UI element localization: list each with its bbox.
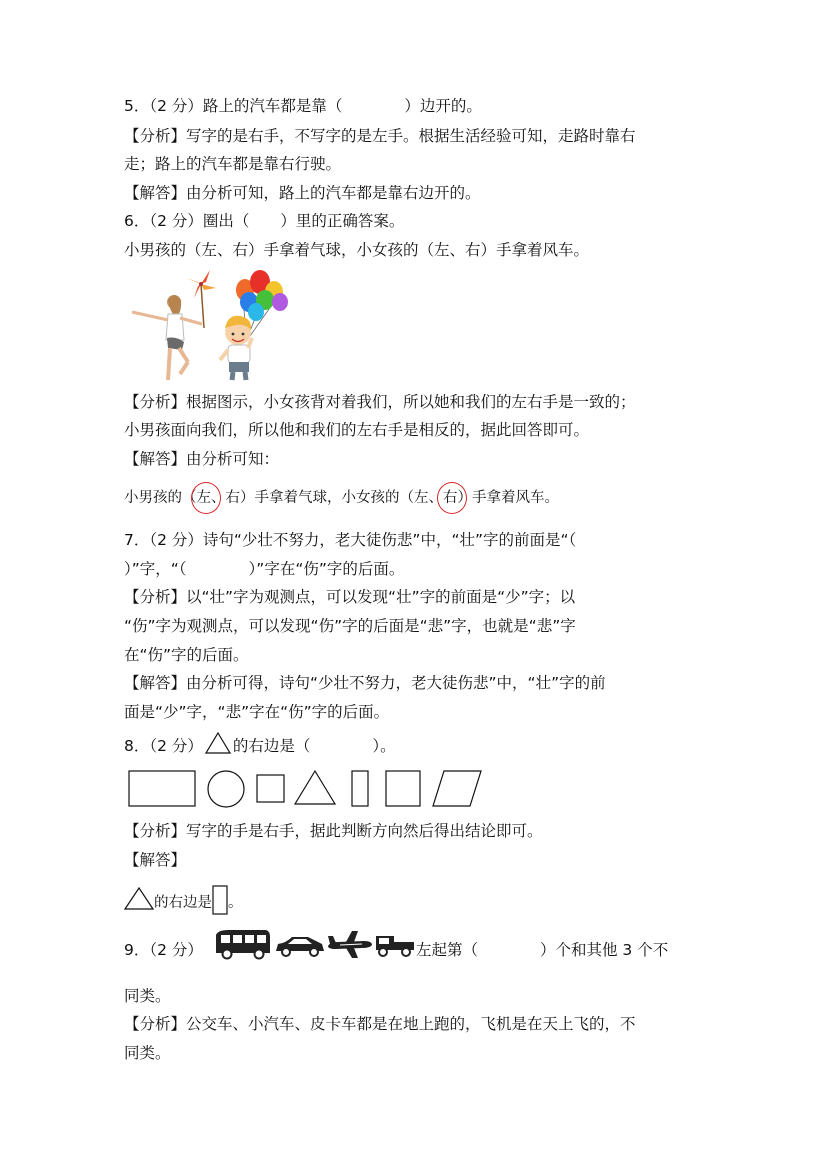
q7-analysis-3: 在“伤”字的后面。	[124, 646, 249, 664]
q8-question	[124, 732, 396, 757]
q9-suffix: 左起第（ ）个和其他 3 个不	[416, 941, 669, 959]
q5-analysis-1: 【分析】写字的是右手，不写字的是左手。根据生活经验可知，走路时靠右	[124, 127, 636, 145]
boy-figure	[220, 316, 252, 380]
q6-boy-choice-circled: 左	[197, 487, 212, 509]
airplane-icon	[328, 931, 372, 958]
q9-prefix: 9．（2 分）	[124, 941, 203, 959]
triangle-icon	[205, 732, 231, 754]
q8-suffix: 的右边是（ ）。	[232, 737, 396, 755]
triangle-shape	[295, 771, 335, 804]
vehicles-row	[212, 927, 416, 961]
pickup-truck-icon	[376, 936, 414, 956]
q5-analysis-2: 走；路上的汽车都是靠右行驶。	[124, 155, 342, 173]
q6-answer-part2: 、右）手拿着气球，小女孩的（左、	[211, 490, 443, 506]
q8-answer-text: 的右边是	[154, 895, 212, 911]
q8-prefix: 8．（2 分）	[124, 737, 203, 755]
girl-figure	[132, 295, 202, 380]
q5-question: 5．（2 分）路上的汽车都是靠（ ）边开的。	[124, 97, 482, 115]
q8-answer	[124, 885, 243, 915]
q6-prompt: 小男孩的（左、右）手拿着气球，小女孩的（左、右）手拿着风车。	[124, 241, 590, 259]
q8-answer-end: 。	[228, 895, 243, 911]
q5-solution: 【解答】由分析可知，路上的汽车都是靠右边开的。	[124, 184, 481, 202]
parallelogram-shape	[433, 771, 481, 806]
q9-question	[124, 939, 203, 961]
girl-and-boy-illustration	[124, 266, 294, 384]
circle-shape	[208, 771, 244, 807]
q7-solution-1: 【解答】由分析可得，诗句“少壮不努力，老大徒伤悲”中，“壮”字的前	[124, 674, 606, 692]
pinwheel-icon	[186, 270, 216, 328]
q6-analysis-1: 【分析】根据图示，小女孩背对着我们，所以她和我们的左右手是一致的；	[124, 393, 636, 411]
q6-answer-part3: ）手拿着风车。	[457, 490, 559, 506]
q6-girl-choice-circled: 右	[443, 487, 458, 509]
q7-analysis-2: “伤”字为观测点，可以发现“伤”字的后面是“悲”字，也就是“悲”字	[124, 617, 576, 635]
q9-suffix-2: 同类。	[124, 987, 171, 1005]
small-square-shape	[257, 775, 284, 802]
q7-solution-2: 面是“少”字，“悲”字在“伤”字的后面。	[124, 703, 390, 721]
q6-solution: 【解答】由分析可知：	[124, 450, 280, 468]
square-shape	[386, 771, 420, 806]
q6-analysis-2: 小男孩面向我们，所以他和我们的左右手是相反的，据此回答即可。	[124, 421, 590, 439]
bus-icon	[216, 930, 270, 959]
q8-analysis: 【分析】写字的手是右手，据此判断方向然后得出结论即可。	[124, 822, 543, 840]
q9-analysis-1: 【分析】公交车、小汽车、皮卡车都是在地上跑的，飞机是在天上飞的，不	[124, 1015, 636, 1033]
tall-rectangle-shape	[352, 771, 368, 806]
q8-solution: 【解答】	[124, 851, 187, 869]
q6-answer-part1: 小男孩的（	[124, 490, 197, 506]
q9-analysis-2: 同类。	[124, 1044, 171, 1062]
q6-answer	[124, 487, 559, 509]
q7-question-1: 7．（2 分）诗句“少壮不努力，老大徒伤悲”中，“壮”字的前面是“（	[124, 531, 577, 549]
car-icon	[276, 937, 324, 956]
tall-rectangle-icon	[212, 885, 228, 915]
q7-analysis-1: 【分析】以“壮”字为观测点，可以发现“壮”字的前面是“少”字；以	[124, 588, 576, 606]
triangle-icon	[124, 887, 154, 911]
shapes-row	[124, 766, 488, 812]
wide-rectangle-shape	[129, 771, 195, 806]
q7-question-2: ）”字，“（ ）”字在“伤”字的后面。	[124, 560, 405, 578]
q6-question: 6．（2 分）圈出（ ）里的正确答案。	[124, 212, 405, 230]
